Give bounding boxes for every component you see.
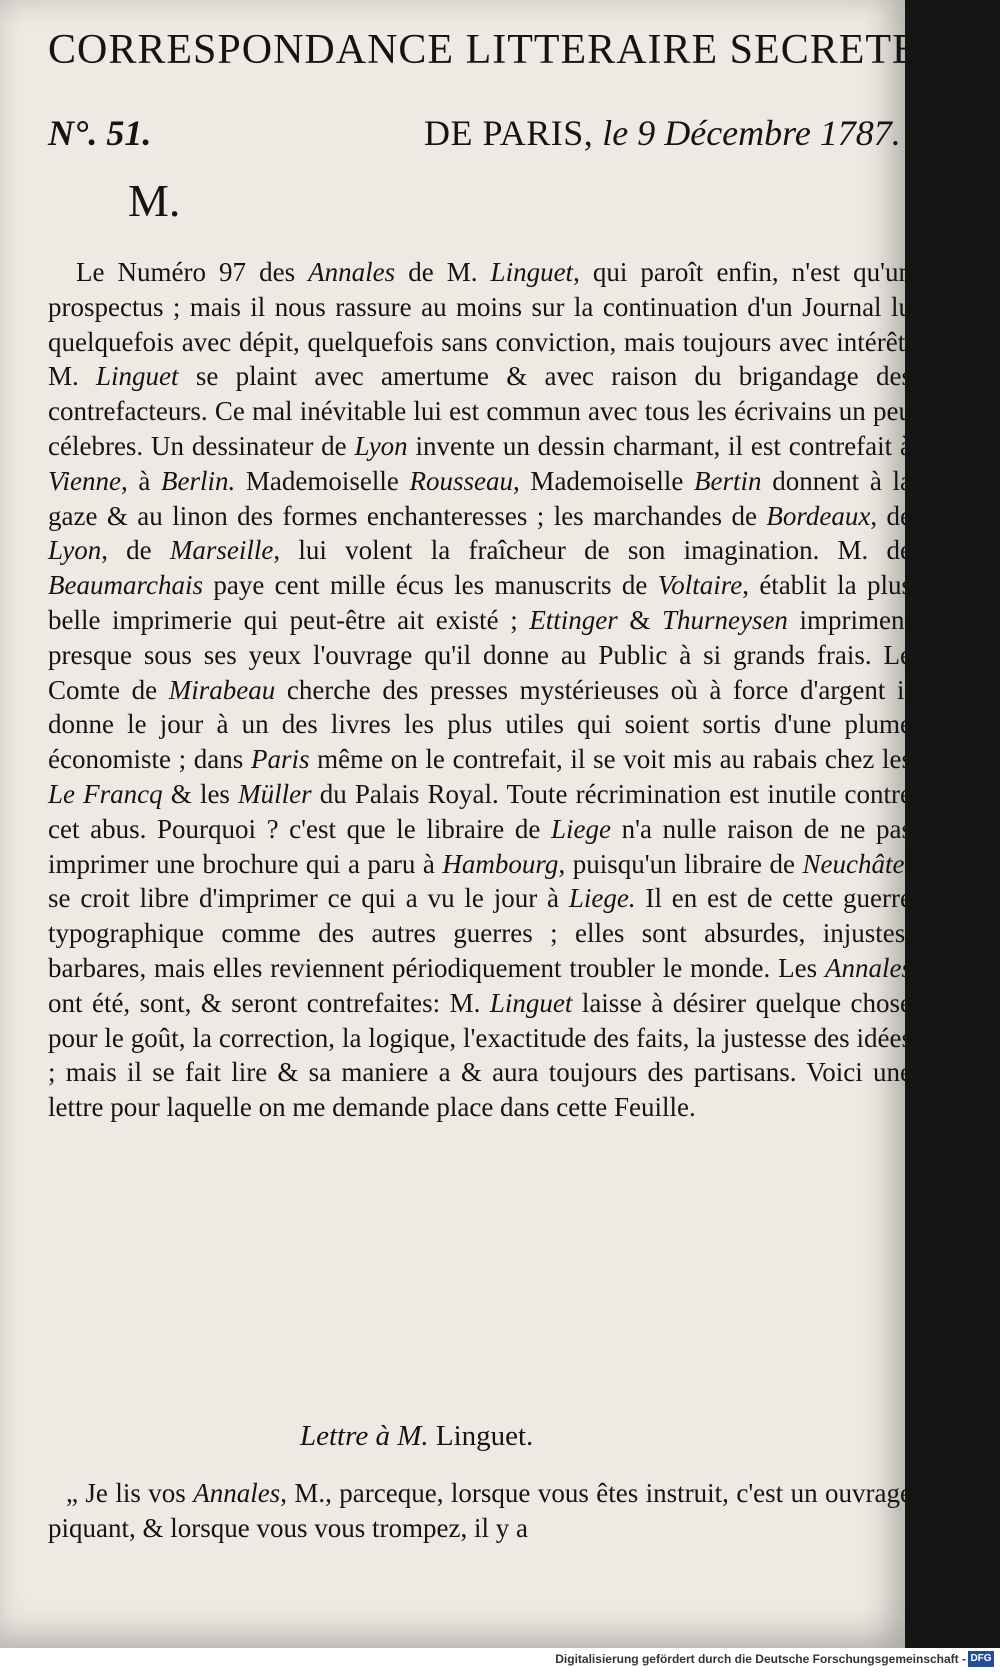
text-run: de M. — [395, 257, 491, 287]
text-run: , puisqu'un libraire de — [558, 848, 803, 879]
italic-text: Annales — [308, 257, 396, 287]
italic-text: Annales — [193, 1478, 281, 1508]
italic-text: Le Francq — [48, 778, 163, 809]
italic-text: Lyon — [354, 430, 408, 461]
text-run: même on le contrefait, il se voit mis au rabais chez les — [309, 744, 912, 775]
text-run: paye cent mille écus les manuscrits de — [202, 570, 658, 601]
italic-text: Voltaire — [657, 570, 743, 601]
text-run: , établit la plus belle imprimerie qui peut-être ait existé ; — [48, 570, 913, 635]
text-run: se croit libre d'imprimer ce qui a vu le jour à — [48, 883, 569, 914]
text-run: impriment presque sous ses yeux l'ouvrage qu'il donne au Public à si grands frais. Le Comte de — [48, 604, 912, 705]
italic-text: Beaumarchais — [48, 570, 203, 601]
text-run: cherche des presses mystérieuses où à force d'argent il donne le jour à un des livres les plus utiles qui soient sortis d'une plume économiste ; dans — [48, 674, 912, 775]
publication-title: CORRESPONDANCE LITTERAIRE SECRETE. — [48, 27, 931, 73]
italic-text: Paris — [250, 744, 310, 775]
letter-heading-italic: Lettre à M. — [300, 1420, 429, 1452]
text-run: , lui volent la fraîcheur de son imagination. M. de — [273, 535, 913, 566]
italic-text: Liege — [551, 813, 612, 844]
italic-text: Linguet — [489, 987, 573, 1018]
text-run: invente un dessin charmant, il est contrefait à — [407, 430, 912, 461]
text-run: Le Numéro 97 des — [76, 257, 309, 287]
italic-text: Neuchâtel — [802, 848, 913, 879]
text-run: du Palais Royal. Toute récrimination est inutile contre cet abus. Pourquoi ? c'est que le libraire de — [48, 778, 913, 844]
text-run: , qui paroît enfin, n'est qu'un prospectus ; mais il nous rassure au moins sur la continuation d'un Journal lu quelquefois avec dépit, quelquefois sans conviction, mais toujours avec intérêt. M. — [48, 257, 912, 392]
italic-text: Berlin. — [161, 465, 236, 496]
dateline-date: le 9 Décembre 1787. — [602, 113, 901, 153]
text-run: n'a nulle raison de ne pas imprimer une brochure qui a paru à — [48, 813, 913, 879]
text-run: & — [617, 604, 662, 635]
italic-text: Marseille — [169, 535, 274, 566]
text-run: , Mademoiselle — [513, 465, 695, 496]
text-run: donnent à la gaze & au linon des formes enchanteresses ; les marchandes de — [48, 465, 912, 531]
text-run: Il en est de cette guerre typographique comme des autres guerres ; elles sont absurdes, injustes, barbares, mais elles reviennent périodiquement troubler le monde. Les — [48, 883, 913, 983]
dfg-logo: DFG — [968, 1651, 994, 1667]
text-run: , de — [101, 535, 170, 566]
dateline-place: DE PARIS, — [424, 113, 594, 153]
letter-heading — [300, 1420, 533, 1453]
italic-text: Linguet — [490, 257, 574, 287]
italic-text: Linguet — [96, 361, 179, 392]
text-run: , à — [120, 465, 162, 496]
text-run: laisse à désirer quelque chose pour le goût, la correction, la logique, l'exactitude des faits, la justesse des idées ; mais il se fait lire & sa maniere a & aura toujours des partisans. Voici une lettre pour laquelle on me demande place dans cette Feuille. — [48, 987, 913, 1123]
salutation: M. — [128, 175, 181, 226]
italic-text: Annales — [825, 952, 912, 983]
italic-text: Hambourg — [442, 848, 559, 879]
italic-text: Bertin — [694, 465, 762, 496]
text-run: se plaint avec amertume & avec raison du brigandage des contrefacteurs. Ce mal inévitable lui est commun avec tous les écrivains un peu célebres. Un dessinateur de — [48, 361, 912, 461]
text-run: ont été, sont, & seront contrefaites: M. — [48, 987, 490, 1018]
letter-opening — [48, 1476, 912, 1546]
issue-number: N°. 51. — [48, 113, 152, 153]
italic-text: Ettinger — [529, 604, 618, 635]
italic-text: Thurneysen — [661, 604, 788, 635]
italic-text: Bordeaux — [766, 500, 871, 531]
article-paragraph — [48, 255, 912, 1125]
text-run: , M., parceque, lorsque vous êtes instruit, c'est un ouvrage piquant, & lorsque vous vous trompez, il y a — [48, 1478, 912, 1543]
italic-text: Rousseau — [409, 465, 514, 496]
italic-text: Müller — [238, 778, 312, 809]
italic-text: Mirabeau — [168, 674, 276, 705]
digitization-footer — [0, 1648, 1000, 1672]
text-run: & les — [162, 778, 239, 809]
text-run: Mademoiselle — [235, 465, 410, 496]
italic-text: Lyon — [48, 535, 102, 566]
letter-heading-plain: Linguet. — [428, 1420, 534, 1452]
text-run: „ Je lis vos — [66, 1478, 194, 1508]
text-run: , de — [870, 500, 912, 531]
dateline — [424, 112, 901, 154]
funding-credit: Digitalisierung gefördert durch die Deutsche Forschungsgemeinschaft - — [555, 1652, 966, 1666]
italic-text: Vienne — [48, 465, 121, 496]
italic-text: Liege. — [568, 883, 636, 914]
